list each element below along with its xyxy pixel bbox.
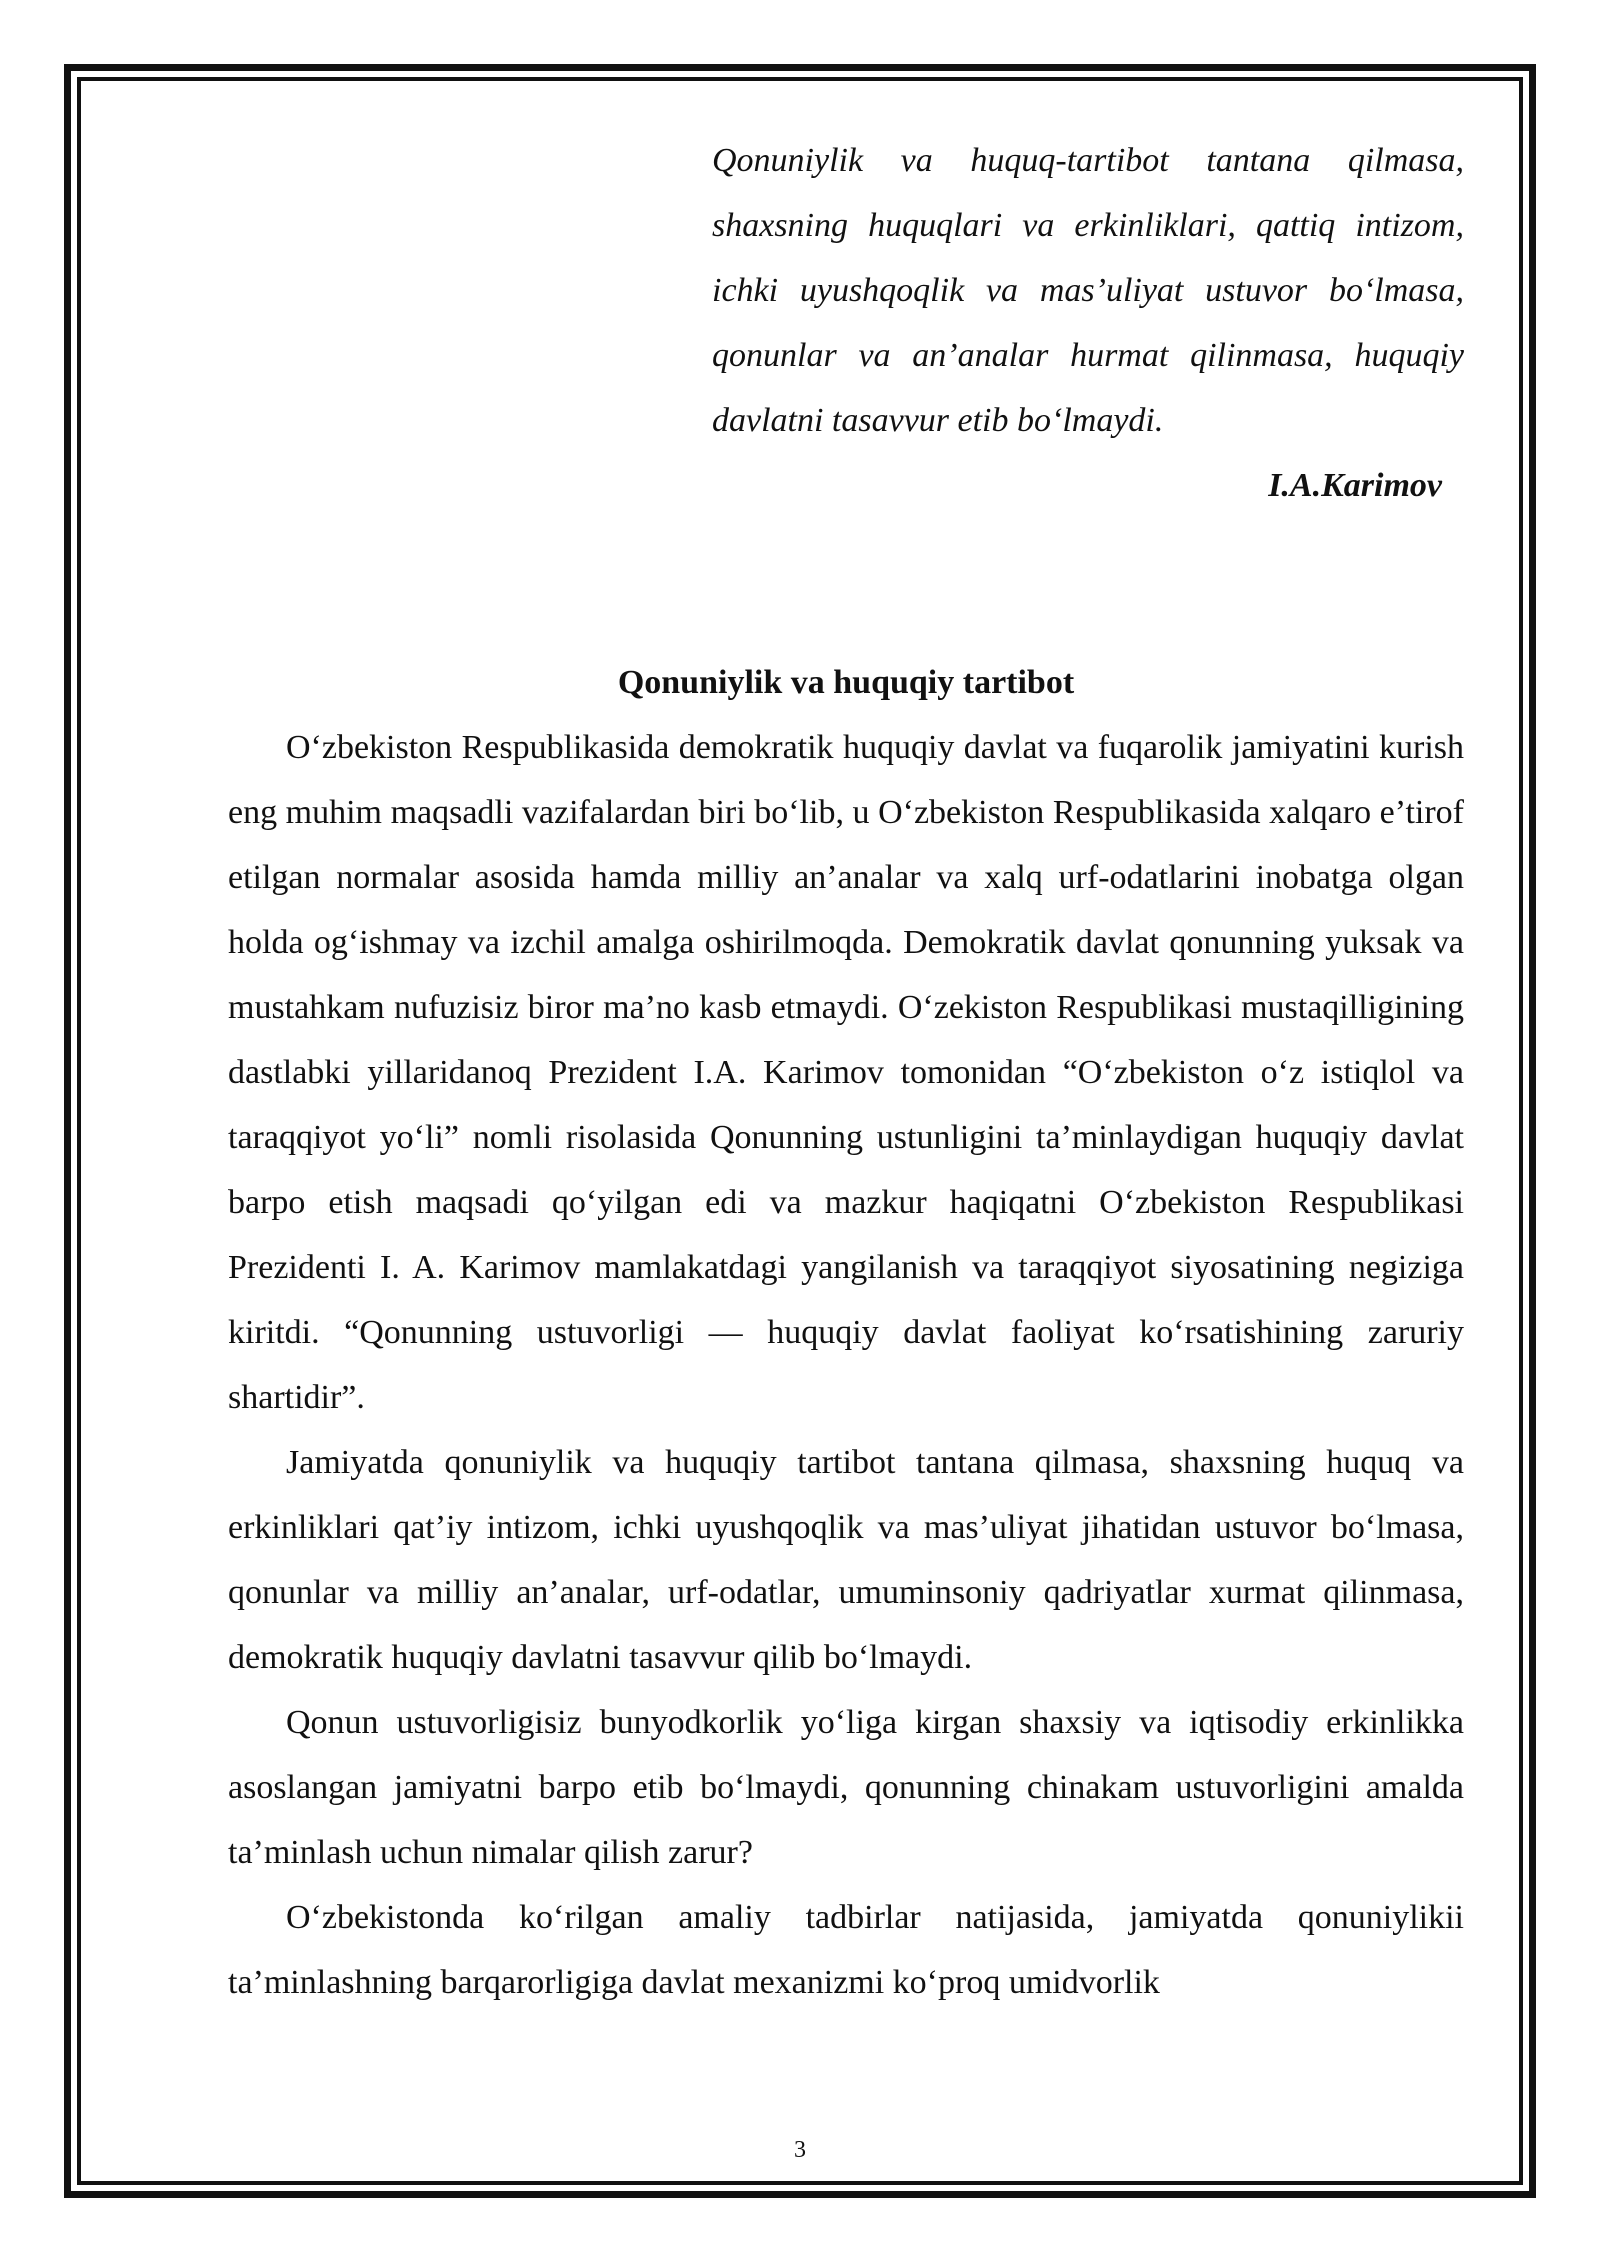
epigraph-author: I.A.Karimov	[1268, 467, 1442, 504]
body-paragraph-2: Jamiyatda qonuniylik va huquqiy tartibot tantana qilmasa, shaxsning huquq va erkinliklari qat’iy intizom, ichki uyushqoqlik va mas’uliyat jihatidan ustuvor bo‘lmasa, qonunlar va milliy an’analar, urf-odatlar, umuminsoniy qadriyatlar xurmat qilinmasa, demokratik huquqiy davlatni tasavvur qilib bo‘lmaydi.	[228, 1444, 1464, 1676]
body-paragraph-1: O‘zbekiston Respublikasida demokratik huquqiy davlat va fuqarolik jamiyatini kurish eng muhim maqsadli vazifalardan biri bo‘lib, u O‘zbekiston Respublikasida xalqaro e’tirof etilgan normalar asosida hamda milliy an’analar va xalq urf-odatlarini inobatga olgan holda og‘ishmay va izchil amalga oshirilmoqda. Demokratik davlat qonunning yuksak va mustahkam nufuzisiz biror ma’no kasb etmaydi. O‘zekiston Respublikasi mustaqilligining dastlabki yillaridanoq Prezident I.A. Karimov tomonidan “O‘zbekiston o‘z istiqlol va taraqqiyot yo‘li” nomli risolasida Qonunning ustunligini ta’minlaydigan huquqiy davlat barpo etish maqsadi qo‘yilgan edi va mazkur haqiqatni O‘zbekiston Respublikasi Prezidenti I. A. Karimov mamlakatdagi yangilanish va taraqqiyot siyosatining negiziga kiritdi. “Qonunning ustuvorligi — huquqiy davlat faoliyat ko‘rsatishining zaruriy shartidir”.	[228, 729, 1464, 1416]
body-paragraph-4: O‘zbekistonda ko‘rilgan amaliy tadbirlar natijasida, jamiyatda qonuniylikii ta’minlashning barqarorligiga davlat mexanizmi ko‘proq umidvorlik	[228, 1899, 1464, 2001]
body-paragraph-3: Qonun ustuvorligisiz bunyodkorlik yo‘liga kirgan shaxsiy va iqtisodiy erkinlikka asoslangan jamiyatni barpo etib bo‘lmaydi, qonunning chinakam ustuvorligini amalda ta’minlash uchun nimalar qilish zarur?	[228, 1704, 1464, 1871]
epigraph	[712, 128, 1464, 518]
main-content	[228, 650, 1464, 2015]
epigraph-quote: Qonuniylik va huquq-tartibot tantana qilmasa, shaxsning huquqlari va erkinliklari, qattiq intizom, ichki uyushqoqlik va mas’uliyat ustuvor bo‘lmasa, qonunlar va an’analar hurmat qilinmasa, huquqiy davlatni tasavvur etib bo‘lmaydi.	[712, 142, 1464, 439]
section-title: Qonuniylik va huquqiy tartibot	[617, 664, 1075, 701]
page-number: 3	[794, 2137, 806, 2163]
